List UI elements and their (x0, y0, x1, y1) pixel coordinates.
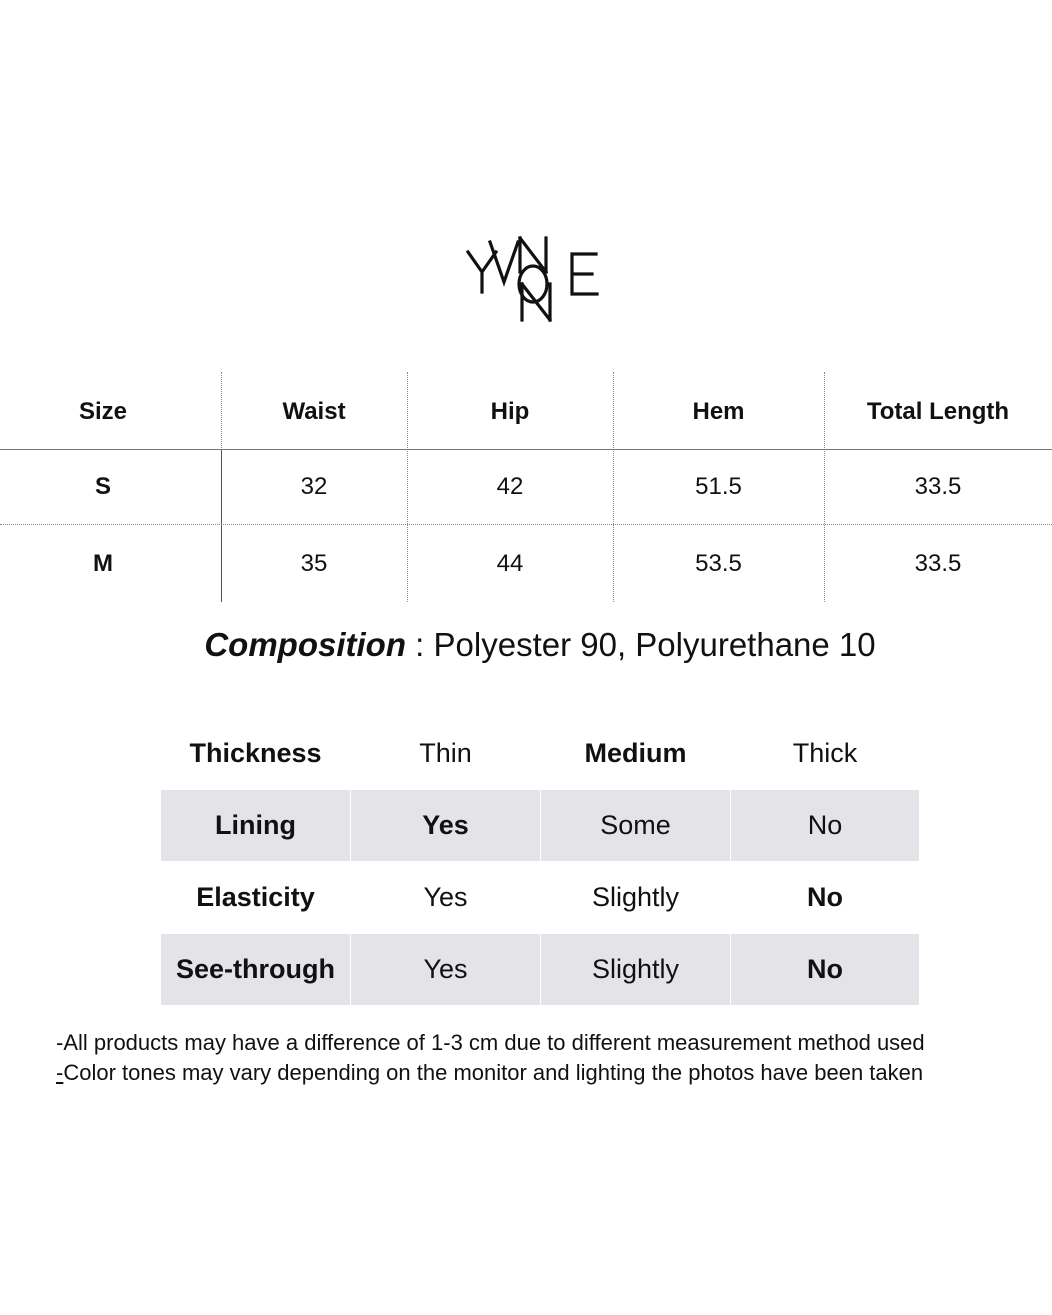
hip-cell: 44 (496, 550, 524, 577)
attribute-label: Elasticity (196, 882, 315, 912)
size-cell: S (94, 473, 111, 500)
composition-label: Composition (204, 626, 406, 663)
note-color (56, 1058, 925, 1088)
attribute-option: Slightly (541, 934, 730, 1005)
composition-separator: : (406, 626, 434, 663)
attribute-row (161, 862, 919, 934)
attribute-row (161, 790, 919, 862)
attribute-option-selected: No (807, 882, 843, 912)
hip-cell: 42 (496, 473, 524, 500)
hem-cell: 53.5 (695, 550, 742, 577)
note-measurement: -All products may have a difference of 1-3 cm due to different measurement method used (56, 1030, 925, 1055)
size-chart-table (0, 372, 1052, 602)
attribute-option: Slightly (591, 882, 680, 912)
waist-cell: 35 (300, 550, 328, 577)
attribute-row (161, 934, 919, 1006)
attribute-option: No (731, 790, 919, 861)
composition-line (0, 626, 1052, 664)
composition-value: Polyester 90, Polyurethane 10 (433, 626, 876, 663)
total-length-cell: 33.5 (914, 550, 962, 577)
disclaimer-notes (56, 1028, 925, 1088)
total-length-cell: 33.5 (914, 473, 962, 500)
attribute-label: Thickness (189, 738, 322, 768)
attribute-row (161, 718, 919, 790)
attribute-label: See-through (161, 934, 350, 1005)
attribute-option: Yes (423, 882, 468, 912)
header-hip: Hip (490, 398, 530, 425)
header-total-length: Total Length (866, 398, 1010, 425)
attribute-option: Thin (419, 738, 472, 768)
attribute-option-selected: No (731, 934, 919, 1005)
note-color-text: Color tones may vary depending on the monitor and lighting the photos have been taken (63, 1060, 924, 1085)
brand-logo-mark (460, 232, 605, 327)
waist-cell: 32 (300, 473, 328, 500)
attribute-option-selected: Medium (584, 738, 687, 768)
attribute-option: Thick (792, 738, 858, 768)
header-underline (0, 449, 1052, 450)
note-dash: - (56, 1060, 64, 1085)
header-size: Size (78, 398, 128, 425)
header-hem: Hem (692, 398, 745, 425)
attribute-option-selected: Yes (351, 790, 540, 861)
brand-logo (460, 232, 605, 327)
attribute-option: Yes (351, 934, 540, 1005)
attribute-option: Some (541, 790, 730, 861)
size-cell: M (93, 550, 113, 577)
hem-cell: 51.5 (695, 473, 742, 500)
row-divider (0, 524, 1052, 525)
header-waist: Waist (282, 398, 346, 425)
fabric-attributes-table (161, 718, 919, 1006)
attribute-label: Lining (161, 790, 350, 861)
